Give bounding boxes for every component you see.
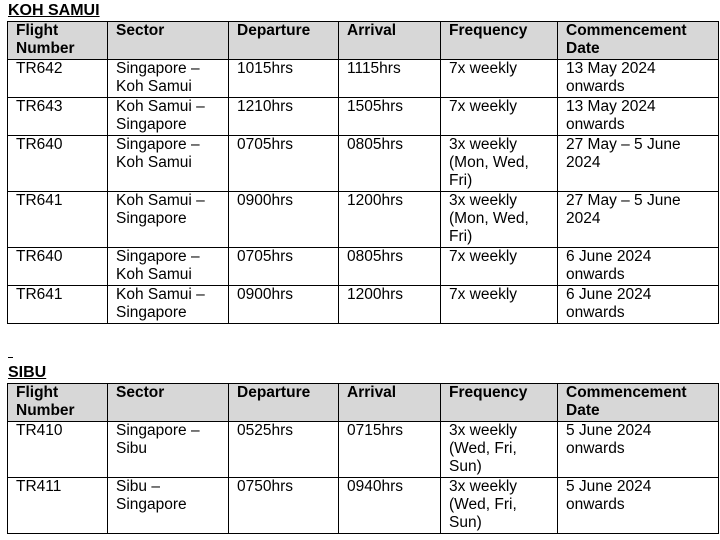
- table-row: [8, 248, 719, 286]
- arrival-time: 0805hrs: [339, 248, 441, 286]
- arrival-time: 1115hrs: [339, 60, 441, 98]
- header-commencement-date: Commencement Date: [558, 22, 719, 60]
- table-row: [8, 422, 719, 478]
- frequency: 3x weekly (Wed, Fri, Sun): [441, 422, 558, 478]
- sector: Koh Samui – Singapore: [108, 192, 229, 248]
- table-row: [8, 136, 719, 192]
- flight-number: TR641: [8, 192, 108, 248]
- frequency: 3x weekly (Mon, Wed, Fri): [441, 136, 558, 192]
- header-departure: Departure: [229, 384, 339, 422]
- frequency: 7x weekly: [441, 248, 558, 286]
- sector: Singapore – Koh Samui: [108, 248, 229, 286]
- frequency: 3x weekly (Mon, Wed, Fri): [441, 192, 558, 248]
- section-title-koh-samui: KOH SAMUI: [8, 2, 100, 19]
- arrival-time: 0805hrs: [339, 136, 441, 192]
- table-row: [8, 286, 719, 324]
- frequency: 7x weekly: [441, 60, 558, 98]
- departure-time: 0525hrs: [229, 422, 339, 478]
- sector: Koh Samui – Singapore: [108, 286, 229, 324]
- header-arrival: Arrival: [339, 384, 441, 422]
- departure-time: 0750hrs: [229, 478, 339, 534]
- flight-number: TR411: [8, 478, 108, 534]
- table-header-row: [8, 22, 719, 60]
- flight-number: TR410: [8, 422, 108, 478]
- arrival-time: 1200hrs: [339, 192, 441, 248]
- table-row: [8, 98, 719, 136]
- commencement-date: 27 May – 5 June 2024: [558, 136, 719, 192]
- frequency: 7x weekly: [441, 98, 558, 136]
- table-row: [8, 478, 719, 534]
- commencement-date: 13 May 2024 onwards: [558, 60, 719, 98]
- commencement-date: 5 June 2024 onwards: [558, 478, 719, 534]
- header-flight-number: Flight Number: [8, 22, 108, 60]
- commencement-date: 13 May 2024 onwards: [558, 98, 719, 136]
- header-frequency: Frequency: [441, 22, 558, 60]
- departure-time: 0705hrs: [229, 136, 339, 192]
- departure-time: 1015hrs: [229, 60, 339, 98]
- flight-number: TR640: [8, 136, 108, 192]
- sector: Sibu – Singapore: [108, 478, 229, 534]
- flight-number: TR640: [8, 248, 108, 286]
- schedule-table-sibu: [7, 383, 719, 534]
- departure-time: 1210hrs: [229, 98, 339, 136]
- flight-number: TR641: [8, 286, 108, 324]
- commencement-date: 27 May – 5 June 2024: [558, 192, 719, 248]
- sector: Singapore – Sibu: [108, 422, 229, 478]
- commencement-date: 6 June 2024 onwards: [558, 248, 719, 286]
- frequency: 7x weekly: [441, 286, 558, 324]
- departure-time: 0900hrs: [229, 192, 339, 248]
- header-sector: Sector: [108, 22, 229, 60]
- flight-number: TR642: [8, 60, 108, 98]
- header-flight-number: Flight Number: [8, 384, 108, 422]
- commencement-date: 5 June 2024 onwards: [558, 422, 719, 478]
- table-row: [8, 192, 719, 248]
- departure-time: 0900hrs: [229, 286, 339, 324]
- sector: Singapore – Koh Samui: [108, 136, 229, 192]
- sector: Singapore – Koh Samui: [108, 60, 229, 98]
- frequency: 3x weekly (Wed, Fri, Sun): [441, 478, 558, 534]
- flight-number: TR643: [8, 98, 108, 136]
- header-arrival: Arrival: [339, 22, 441, 60]
- departure-time: 0705hrs: [229, 248, 339, 286]
- arrival-time: 1505hrs: [339, 98, 441, 136]
- header-sector: Sector: [108, 384, 229, 422]
- arrival-time: 0715hrs: [339, 422, 441, 478]
- divider-mark: [8, 357, 13, 358]
- schedule-table-koh-samui: [7, 21, 719, 324]
- section-title-sibu: SIBU: [8, 364, 47, 381]
- header-departure: Departure: [229, 22, 339, 60]
- header-commencement-date: Commencement Date: [558, 384, 719, 422]
- header-frequency: Frequency: [441, 384, 558, 422]
- table-header-row: [8, 384, 719, 422]
- arrival-time: 1200hrs: [339, 286, 441, 324]
- arrival-time: 0940hrs: [339, 478, 441, 534]
- commencement-date: 6 June 2024 onwards: [558, 286, 719, 324]
- table-row: [8, 60, 719, 98]
- sector: Koh Samui – Singapore: [108, 98, 229, 136]
